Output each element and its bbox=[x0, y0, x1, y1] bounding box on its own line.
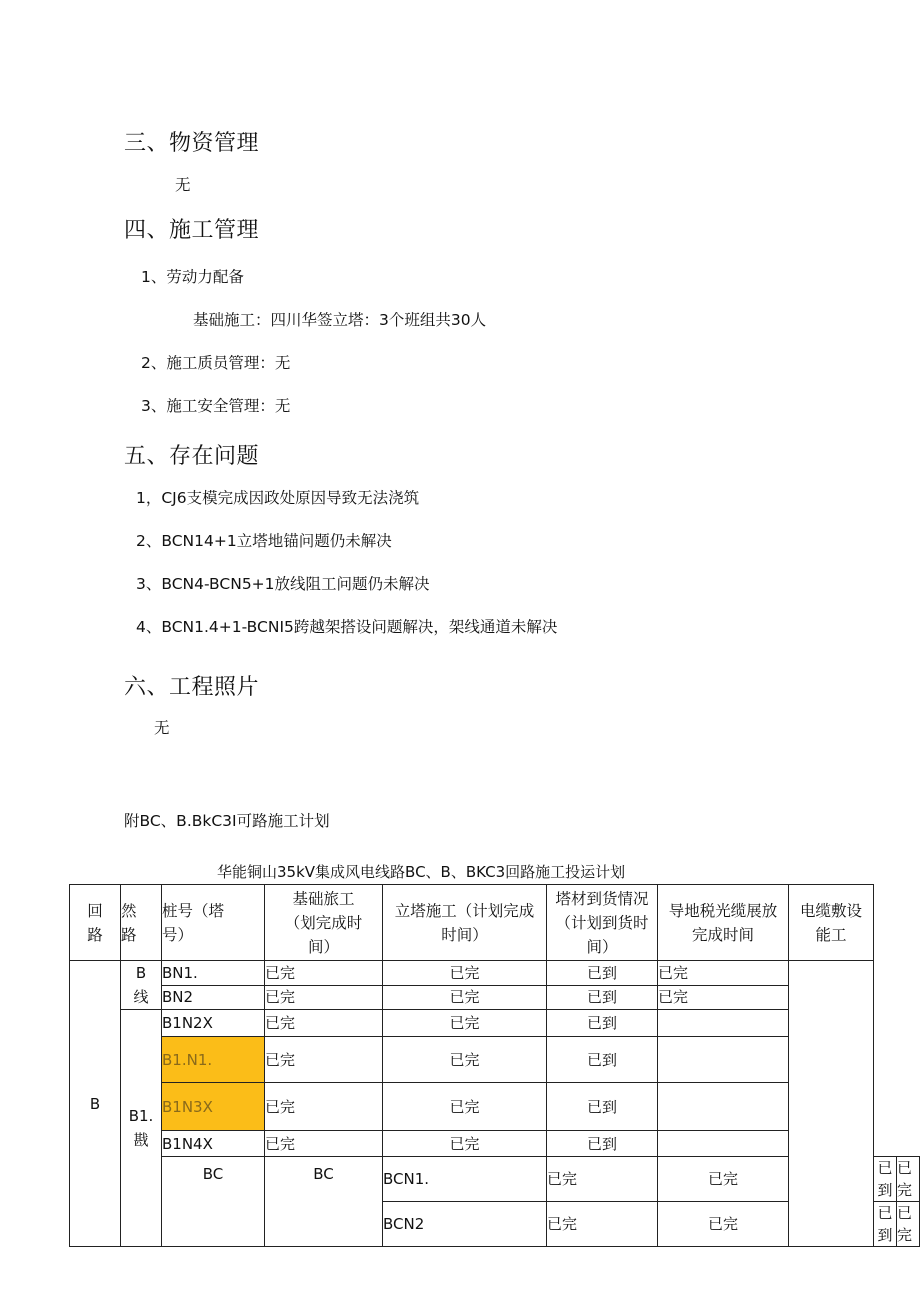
sub-route-b-line1: B bbox=[135, 964, 147, 982]
header-material-line2: （计划到货时 bbox=[555, 913, 649, 932]
header-foundation-line1: 基础旅工 bbox=[292, 889, 355, 908]
loop-bc-cell: BC bbox=[162, 1157, 265, 1247]
sub-route-b-line2: 线 bbox=[133, 988, 149, 1006]
section-4-item-4: 3、施工安全管理：无 bbox=[141, 397, 291, 415]
cable-cell: 已完 bbox=[897, 1202, 920, 1247]
header-laying-line1: 电缆敷设 bbox=[799, 901, 862, 920]
foundation-cell: 已完 bbox=[265, 1010, 383, 1037]
appendix-label: 附BC、B.BkC3I可路施工计划 bbox=[124, 812, 330, 830]
header-pile-number bbox=[162, 885, 265, 961]
tower-cell: 已完 bbox=[383, 985, 547, 1010]
construction-plan-table bbox=[69, 884, 920, 1247]
material-cell: 已到 bbox=[547, 1131, 658, 1157]
section-4-item-3: 2、施工质员管理：无 bbox=[141, 354, 291, 372]
section-5-item-3: 3、BCN4-BCN5+1放线阻工问题仍未解决 bbox=[136, 575, 430, 593]
laying-cell-empty bbox=[789, 961, 874, 1247]
tower-cell: 已完 bbox=[383, 1083, 547, 1131]
header-material-arrival bbox=[547, 885, 658, 961]
foundation-cell: 已完 bbox=[547, 1202, 658, 1247]
pile-cell: B1N2X bbox=[162, 1010, 265, 1037]
cable-cell bbox=[658, 1131, 789, 1157]
section-5-item-2: 2、BCN14+1立塔地锚问题仍未解决 bbox=[136, 532, 392, 550]
section-6-body: 无 bbox=[154, 719, 170, 737]
section-5-item-1: 1，CJ6支模完成因政处原因导致无法浇筑 bbox=[136, 489, 420, 507]
cable-cell: 已完 bbox=[897, 1157, 920, 1202]
material-cell: 已到 bbox=[874, 1202, 897, 1247]
sub-route-bc-cell: BC bbox=[265, 1157, 383, 1247]
header-tower-line1: 立塔施工（计划完成 bbox=[394, 901, 535, 920]
pile-cell-highlighted: B1.N1. bbox=[162, 1037, 265, 1083]
material-cell: 已到 bbox=[547, 961, 658, 986]
header-cable-laying bbox=[789, 885, 874, 961]
section-4-item-1: 1、劳动力配备 bbox=[141, 268, 244, 286]
header-tower-line2: 时间） bbox=[441, 925, 488, 944]
table-header-row bbox=[70, 885, 920, 961]
section-3-title: 三、物资管理 bbox=[124, 131, 260, 156]
tower-cell: 已完 bbox=[658, 1157, 789, 1202]
section-4-title: 四、施工管理 bbox=[124, 218, 260, 243]
tower-cell: 已完 bbox=[383, 1131, 547, 1157]
tower-cell: 已完 bbox=[658, 1202, 789, 1247]
pile-cell: BCN2 bbox=[383, 1202, 547, 1247]
table-row bbox=[70, 961, 920, 986]
header-sub-route-line1: 然 bbox=[121, 901, 137, 920]
cable-cell: 已完 bbox=[658, 961, 789, 986]
header-material-line1: 塔材到货情况 bbox=[555, 889, 649, 908]
sub-route-b1-cell bbox=[121, 1010, 162, 1247]
pile-cell: BN2 bbox=[162, 985, 265, 1010]
sub-route-b1-line2: 戡 bbox=[133, 1131, 149, 1149]
foundation-cell: 已完 bbox=[547, 1157, 658, 1202]
header-foundation-line3: 间） bbox=[307, 937, 339, 956]
header-cable-line2: 完成时间 bbox=[691, 925, 754, 944]
section-3-body: 无 bbox=[175, 176, 191, 194]
foundation-cell: 已完 bbox=[265, 1083, 383, 1131]
tower-cell: 已完 bbox=[383, 1010, 547, 1037]
pile-cell-highlighted: B1N3X bbox=[162, 1083, 265, 1131]
tower-cell: 已完 bbox=[383, 1037, 547, 1083]
cable-cell bbox=[658, 1083, 789, 1131]
material-cell: 已到 bbox=[547, 1010, 658, 1037]
foundation-cell: 已完 bbox=[265, 985, 383, 1010]
header-cable-line1: 导地税光缆展放 bbox=[668, 901, 778, 920]
material-cell: 已到 bbox=[547, 985, 658, 1010]
pile-cell: BN1. bbox=[162, 961, 265, 986]
header-foundation-line2: （划完成时 bbox=[284, 913, 363, 932]
section-4-item-2: 基础施工：四川华签立塔：3个班组共30人 bbox=[193, 311, 487, 329]
header-sub-route-line2: 路 bbox=[121, 925, 137, 944]
table-title: 华能铜山35kV集成风电线路BC、B、BKC3回路施工投运计划 bbox=[217, 863, 626, 881]
pile-cell: B1N4X bbox=[162, 1131, 265, 1157]
foundation-cell: 已完 bbox=[265, 1037, 383, 1083]
header-pile-number-line1: 桩号（塔 bbox=[162, 901, 225, 920]
header-loop bbox=[70, 885, 121, 961]
material-cell: 已到 bbox=[874, 1157, 897, 1202]
material-cell: 已到 bbox=[547, 1083, 658, 1131]
header-loop-line1: 回 bbox=[87, 901, 103, 920]
header-pile-number-line2: 号） bbox=[162, 925, 194, 944]
loop-b-cell: B bbox=[70, 961, 121, 1247]
header-loop-line2: 路 bbox=[87, 925, 103, 944]
header-cable-stringing bbox=[658, 885, 789, 961]
material-cell: 已到 bbox=[547, 1037, 658, 1083]
header-laying-line2: 能工 bbox=[815, 925, 847, 944]
section-5-title: 五、存在问题 bbox=[124, 444, 260, 469]
cable-cell: 已完 bbox=[658, 985, 789, 1010]
tower-cell: 已完 bbox=[383, 961, 547, 986]
foundation-cell: 已完 bbox=[265, 1131, 383, 1157]
foundation-cell: 已完 bbox=[265, 961, 383, 986]
sub-route-b-line-cell bbox=[121, 961, 162, 1010]
header-sub-route bbox=[121, 885, 162, 961]
cable-cell bbox=[658, 1037, 789, 1083]
sub-route-b1-line1: B1. bbox=[128, 1107, 154, 1125]
header-material-line3: 间） bbox=[586, 937, 618, 956]
cable-cell bbox=[658, 1010, 789, 1037]
section-6-title: 六、工程照片 bbox=[124, 675, 260, 700]
section-5-item-4: 4、BCN1.4+1-BCNI5跨越架搭设问题解决，架线通道未解决 bbox=[136, 618, 558, 636]
pile-cell: BCN1. bbox=[383, 1157, 547, 1202]
header-foundation bbox=[265, 885, 383, 961]
header-tower-erection bbox=[383, 885, 547, 961]
